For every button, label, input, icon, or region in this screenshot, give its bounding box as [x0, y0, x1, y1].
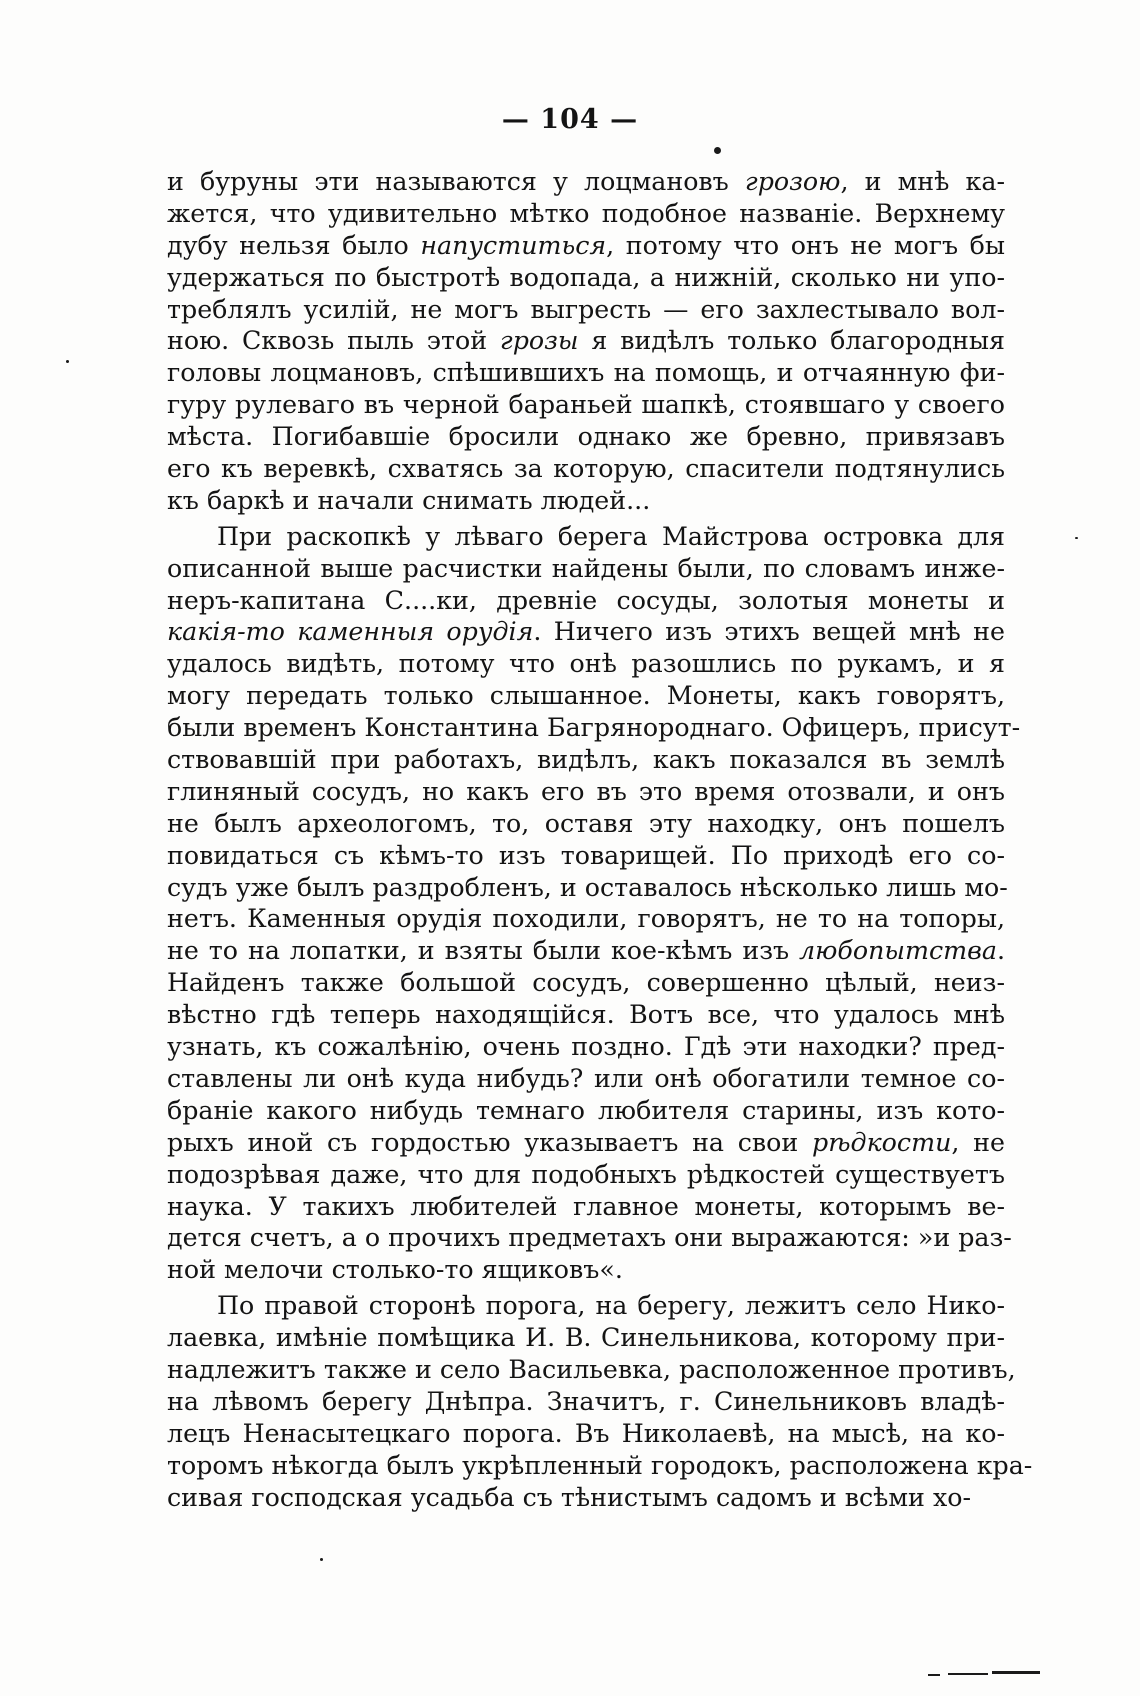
text-line — [167, 230, 1005, 262]
text-line — [167, 1254, 1005, 1286]
page-number: — 104 — — [501, 104, 639, 135]
text-line — [167, 585, 1005, 617]
text-line — [167, 776, 1005, 808]
text-run: удалось видѣть, потому что онѣ разошлись по рукамъ, и я — [167, 649, 1005, 679]
text-line — [167, 357, 1005, 389]
text-line — [167, 1222, 1012, 1254]
text-run: ной мелочи столько-то ящиковъ«. — [167, 1255, 623, 1285]
text-run: головы лоцмановъ, спѣшившихъ на помощь, и отчаянную фи- — [167, 358, 1005, 388]
text-run: не то на лопатки, и взяты были кое-кѣмъ изъ — [167, 936, 800, 966]
italic-phrase: напуститься — [420, 230, 607, 260]
text-run: ставлены ли онѣ куда нибудь? или онѣ обогатили темное со- — [167, 1063, 1005, 1093]
text-run: наука. У такихъ любителей главное монеты, которымъ ве- — [167, 1191, 1005, 1221]
text-run: на лѣвомъ берегу Днѣпра. Значитъ, г. Синельниковъ владѣ- — [167, 1386, 1005, 1416]
text-line — [167, 1322, 1005, 1354]
text-line — [167, 421, 1005, 453]
text-run: ною. Сквозь пыль этой — [167, 326, 500, 356]
text-line — [167, 808, 1005, 840]
italic-phrase: любопытства — [799, 936, 997, 966]
italic-phrase: рѣдкости — [812, 1127, 952, 1157]
text-run: браніе какого нибудь темнаго любителя старины, изъ кото- — [167, 1095, 1005, 1125]
text-run: глиняный сосудъ, но какъ его въ это время отозвали, и онъ — [167, 776, 1005, 806]
text-run: неръ-капитана С....ки, древніе сосуды, золотыя монеты и — [167, 585, 1005, 615]
text-run: нетъ. Каменныя орудія походили, говорятъ, не то на топоры, — [167, 904, 1005, 934]
italic-phrase: грозы — [499, 326, 579, 356]
text-line — [167, 967, 1005, 999]
scan-speck — [320, 1558, 323, 1561]
text-line — [167, 553, 1005, 585]
text-line — [167, 485, 1005, 517]
text-line — [167, 744, 1005, 776]
text-line — [167, 1063, 1005, 1095]
text-run: , и мнѣ ка- — [840, 167, 1006, 196]
text-run: мѣста. Погибавшіе бросили однако же бревно, привязавъ — [167, 422, 1005, 452]
scan-speck — [66, 360, 69, 363]
text-line — [167, 294, 1005, 326]
text-line — [167, 616, 1005, 648]
text-line — [167, 1482, 1005, 1514]
scan-speck — [1075, 537, 1078, 539]
text-run: жется, что удивительно мѣтко подобное названіе. Верхнему — [167, 198, 1005, 228]
text-column — [167, 166, 1033, 1513]
text-line — [167, 389, 1005, 421]
scan-speck — [992, 1671, 1040, 1674]
text-run: не былъ археологомъ, то, оставя эту находку, онъ пошелъ — [167, 808, 1005, 838]
text-line — [167, 935, 1005, 967]
text-line — [167, 198, 1005, 230]
text-run: подозрѣвая даже, что для подобныхъ рѣдкостей существуетъ — [167, 1159, 1005, 1189]
text-run: удержаться по быстротѣ водопада, а нижній, сколько ни упо- — [167, 262, 1005, 292]
text-line — [167, 1450, 1033, 1482]
text-run: судъ уже былъ раздробленъ, и оставалось нѣсколько лишь мо- — [167, 872, 1008, 902]
text-line — [167, 1031, 1005, 1063]
text-run: При раскопкѣ у лѣваго берега Майстрова островка для — [217, 521, 1005, 551]
text-run: вѣстно гдѣ теперь находящійся. Вотъ все, что удалось мнѣ — [167, 1000, 1005, 1030]
text-line — [167, 1191, 1005, 1223]
text-run: сивая господская усадьба съ тѣнистымъ садомъ и всѣми хо- — [167, 1482, 972, 1512]
text-run: Найденъ также большой сосудъ, совершенно цѣлый, неиз- — [167, 968, 1005, 998]
text-run: По правой сторонѣ порога, на берегу, лежитъ село Нико- — [217, 1291, 1005, 1321]
text-run: были временъ Константина Багрянороднаго. Офицеръ, присут- — [167, 713, 1021, 743]
text-run: къ баркѣ и начали снимать людей... — [167, 485, 651, 515]
text-line — [167, 872, 1008, 904]
text-run: могу передать только слышанное. Монеты, какъ говорятъ, — [167, 681, 1005, 711]
text-run: узнать, къ сожалѣнію, очень поздно. Гдѣ эти находки? пред- — [167, 1032, 1005, 1062]
text-run: дется счетъ, а о прочихъ предметахъ они выражаются: »и раз- — [167, 1223, 1012, 1253]
text-run: дубу нельзя было — [167, 230, 421, 260]
text-run: и буруны эти называются у лоцмановъ — [167, 167, 745, 196]
text-run: ствовавшій при работахъ, видѣлъ, какъ показался въ землѣ — [167, 745, 1005, 775]
text-line — [167, 1354, 1016, 1386]
text-run: надлежитъ также и село Васильевка, расположенное противъ, — [167, 1354, 1016, 1384]
text-line — [167, 1127, 1005, 1159]
text-line — [167, 521, 1005, 553]
text-run: , не — [951, 1127, 1006, 1157]
text-run: . — [996, 936, 1005, 966]
text-run: описанной выше расчистки найдены были, по словамъ инже- — [167, 553, 1005, 583]
scan-speck — [928, 1674, 940, 1676]
text-line — [167, 262, 1005, 294]
italic-phrase: какія-то каменныя орудія — [167, 617, 534, 647]
italic-phrase: грозою — [744, 167, 841, 196]
text-line — [167, 166, 1005, 198]
text-run: лаевка, имѣніе помѣщика И. В. Синельникова, которому при- — [167, 1323, 1005, 1353]
text-run: лецъ Ненасытецкаго порога. Въ Николаевѣ, на мысѣ, на ко- — [167, 1418, 1005, 1448]
text-line — [167, 999, 1005, 1031]
text-run: рыхъ иной съ гордостью указываетъ на свои — [167, 1127, 813, 1157]
scan-speck — [714, 147, 721, 154]
text-run: повидаться съ кѣмъ-то изъ товарищей. По приходѣ его со- — [167, 840, 1005, 870]
text-line — [167, 1418, 1005, 1450]
text-run: . Ничего изъ этихъ вещей мнѣ не — [533, 617, 1006, 647]
text-line — [167, 648, 1005, 680]
text-line — [167, 712, 1021, 744]
text-line — [167, 680, 1005, 712]
scan-speck — [948, 1673, 988, 1675]
text-line — [167, 325, 1005, 357]
text-line — [167, 453, 1005, 485]
text-run: я видѣлъ только благородныя — [578, 326, 1005, 356]
text-run: его къ веревкѣ, схватясь за которую, спасители подтянулись — [167, 454, 1005, 484]
text-run: гуру рулеваго въ черной бараньей шапкѣ, стоявшаго у своего — [167, 390, 1005, 420]
text-run: торомъ нѣкогда былъ укрѣпленный городокъ, расположена кра- — [167, 1450, 1033, 1480]
text-line — [167, 1159, 1005, 1191]
text-line — [167, 1386, 1005, 1418]
text-line — [167, 1290, 1005, 1322]
text-line — [167, 903, 1005, 935]
text-run: треблялъ усилій, не могъ выгресть — его захлестывало вол- — [167, 294, 1005, 324]
text-run: , потому что онъ не могъ бы — [606, 230, 1005, 260]
text-line — [167, 840, 1005, 872]
text-line — [167, 1095, 1005, 1127]
